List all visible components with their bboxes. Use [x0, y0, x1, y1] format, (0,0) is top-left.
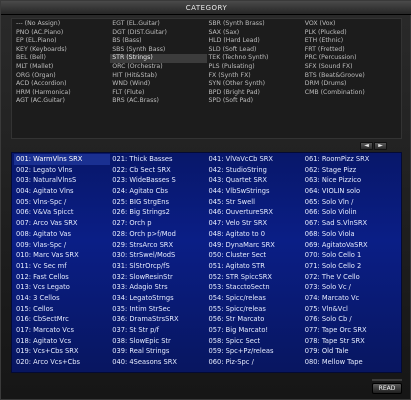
voice-list-item[interactable]: 021: Thick Basses: [112, 155, 173, 163]
category-item[interactable]: AGT (AC.Guitar): [16, 97, 65, 105]
category-item[interactable]: FX (Synth FX): [208, 71, 251, 79]
voice-list-item[interactable]: 024: Agitato Cbs: [112, 187, 169, 196]
category-empty-slot: [110, 115, 206, 124]
voice-list-item[interactable]: 066: Solo Violin: [304, 208, 357, 217]
voice-list-item[interactable]: 038: SlowEpic Str: [112, 336, 171, 345]
voice-list-item[interactable]: 031: SlStrOrcp/fS: [112, 261, 170, 270]
category-item[interactable]: BPD (Bright Pad): [208, 88, 260, 96]
category-item[interactable]: SPD (Soft Pad): [208, 97, 254, 105]
voice-list-item[interactable]: 056: Str Marcato: [208, 315, 265, 324]
voice-list-item[interactable]: 045: Str Swell: [208, 197, 255, 206]
voice-list-item[interactable]: 036: DramaStrsSRX: [112, 315, 179, 324]
category-item[interactable]: PLS (Pulsating): [208, 62, 255, 70]
voice-list: [12, 153, 401, 369]
page-nav: [11, 142, 402, 151]
voice-list-item[interactable]: 048: Agitato to 0: [208, 229, 265, 238]
voice-list-item[interactable]: 065: Solo Vln /: [304, 197, 354, 206]
voice-list-item[interactable]: 062: Stage Pizz: [304, 165, 357, 174]
voice-list-item[interactable]: 019: Vcs+Cbs SRX: [16, 347, 79, 356]
voice-list-item[interactable]: 040: 4Seasons SRX: [112, 358, 178, 367]
category-item[interactable]: BRS (AC.Brass): [112, 97, 159, 105]
voice-list-item[interactable]: 006: V&Va Spicct: [16, 208, 74, 217]
category-item[interactable]: SYN (Other Synth): [208, 80, 266, 88]
category-item[interactable]: SBS (Synth Bass): [112, 45, 166, 53]
voice-list-item[interactable]: 009: Vlas-Spc /: [16, 240, 67, 249]
voice-list-item[interactable]: 060: Piz-Spc /: [208, 358, 254, 367]
category-item[interactable]: SBR (Synth Brass): [208, 20, 265, 27]
voice-list-item[interactable]: 013: Vcs Legato: [16, 283, 70, 292]
category-empty-slot: [207, 115, 303, 124]
voice-list-item[interactable]: 064: VIOLIN solo: [304, 187, 361, 196]
category-empty-slot: [110, 106, 206, 115]
voice-list-item[interactable]: 001: WarmVlns SRX: [14, 154, 110, 165]
category-item[interactable]: SFX (Sound FX): [304, 62, 353, 70]
voice-list-item[interactable]: 078: Tape Str SRX: [304, 336, 365, 345]
voice-list-item[interactable]: 047: Velo Str SRX: [208, 219, 268, 228]
voice-list-item[interactable]: 071: Solo Cello 2: [304, 261, 362, 270]
category-empty-slot: [207, 132, 303, 141]
voice-list-item[interactable]: 044: VlbSwStrings: [208, 187, 270, 196]
voice-list-item[interactable]: 035: Intim StrSec: [112, 304, 171, 313]
category-empty-slot: [14, 123, 110, 132]
category-item[interactable]: EGT (EL.Guitar): [112, 20, 160, 27]
category-empty-slot: [207, 106, 303, 115]
category-item[interactable]: DRM (Drums): [304, 80, 347, 88]
category-empty-slot: [303, 132, 399, 141]
category-item[interactable]: --- (No Assign): [16, 20, 61, 27]
category-panel: [11, 18, 402, 139]
voice-list-item[interactable]: 004: Agitato Vlns: [16, 187, 74, 196]
voice-list-item[interactable]: 014: 3 Cellos: [16, 293, 60, 302]
voice-list-panel: [11, 152, 402, 373]
voice-list-item[interactable]: 055: Spicc/releas: [208, 304, 266, 313]
voice-list-item[interactable]: 052: STR SpiccSRX: [208, 272, 272, 281]
voice-list-item[interactable]: 008: Agitato Vas: [16, 229, 72, 238]
voice-list-item[interactable]: 016: CbSectMrc: [16, 315, 69, 324]
category-item[interactable]: CMB (Combination): [304, 88, 365, 96]
voice-list-item[interactable]: 079: Old Tale: [304, 347, 349, 356]
voice-list-item[interactable]: 029: StrsArco SRX: [112, 240, 174, 249]
voice-list-item[interactable]: 050: Cluster Sect: [208, 251, 267, 260]
voice-list-item[interactable]: 010: Marc Vas SRX: [16, 251, 79, 260]
category-empty-slot: [110, 123, 206, 132]
category-item[interactable]: DGT (DIST.Guitar): [112, 28, 167, 36]
category-item[interactable]: VOX (Vox): [304, 20, 336, 27]
voice-list-item[interactable]: 042: StudioString: [208, 165, 267, 174]
voice-list-item[interactable]: 049: DynaMarc SRX: [208, 240, 275, 249]
category-empty-slot: [14, 132, 110, 141]
voice-list-item[interactable]: 051: Agitato STR: [208, 261, 265, 270]
category-item[interactable]: PLK (Plucked): [304, 28, 347, 36]
category-item[interactable]: ORC (Orchestra): [112, 62, 163, 70]
voice-list-item[interactable]: 037: St Str p/f: [112, 326, 159, 334]
category-item[interactable]: HIT (Hit&Stab): [112, 71, 157, 79]
voice-list-item[interactable]: 020: Arco Vcs+Cbs: [16, 358, 80, 367]
category-item[interactable]: BTS (Beat&Groove): [304, 71, 365, 79]
voice-list-item[interactable]: 058: Spicc Sect: [208, 336, 261, 345]
voice-list-item[interactable]: 059: Spc+Pz/releas: [208, 347, 274, 356]
voice-list-item[interactable]: 076: Solo Cb /: [304, 315, 352, 324]
category-item[interactable]: BEL (Bell): [16, 54, 46, 62]
voice-list-item[interactable]: 039: Real Strings: [112, 347, 170, 356]
voice-list-item[interactable]: 026: Big Strings2: [112, 208, 170, 217]
category-item[interactable]: PNO (AC.Piano): [16, 28, 64, 36]
voice-list-item[interactable]: 074: Marcato Vc: [304, 293, 360, 302]
voice-list-item[interactable]: 022: Cb Sect SRX: [112, 165, 171, 174]
read-button[interactable]: READ: [372, 383, 402, 394]
voice-list-item[interactable]: 075: Vln&Vcl: [304, 304, 348, 313]
voice-list-item[interactable]: 041: VlVaVcCb SRX: [208, 155, 273, 163]
category-item[interactable]: FRT (Fretted): [304, 45, 345, 53]
category-item[interactable]: PRC (Percussion): [304, 54, 357, 62]
voice-list-item[interactable]: 077: Tape Orc SRX: [304, 326, 367, 334]
category-empty-slot: [303, 123, 399, 132]
voice-list-item[interactable]: 033: Adagio Strs: [112, 283, 168, 292]
voice-list-item[interactable]: 015: Cellos: [16, 304, 54, 313]
voice-list-item[interactable]: 027: Orch p: [112, 219, 152, 228]
category-empty-slot: [14, 106, 110, 115]
category-item[interactable]: TEK (Techno Synth): [208, 54, 269, 62]
category-item[interactable]: MLT (Mallet): [16, 62, 54, 70]
next-page-button[interactable]: ►: [374, 142, 387, 150]
voice-list-item[interactable]: 007: Arco Vas SRX: [16, 219, 78, 228]
category-item[interactable]: SLD (Soft Lead): [208, 45, 257, 53]
category-item[interactable]: ACD (Accordion): [16, 80, 67, 88]
voice-list-item[interactable]: 046: OuvertureSRX: [208, 208, 274, 217]
voice-list-item[interactable]: 057: Big Marcato!: [208, 326, 269, 334]
voice-list-item[interactable]: 061: RoomPizz SRX: [304, 155, 370, 163]
voice-list-item[interactable]: 067: Sad S.VlnSRX: [304, 219, 368, 228]
voice-list-item[interactable]: 053: StacctoSectn: [208, 283, 270, 292]
voice-list-item[interactable]: 034: LegatoStrngs: [112, 293, 174, 302]
category-empty-slot: [303, 97, 399, 106]
prev-page-button[interactable]: ◄: [360, 142, 373, 150]
category-empty-slot: [303, 106, 399, 115]
voice-list-item[interactable]: 005: Vlns-Spc /: [16, 197, 67, 206]
voice-list-item[interactable]: 002: Legato Vlns: [16, 165, 73, 174]
voice-list-item[interactable]: 080: Mellow Tape: [304, 358, 363, 367]
category-item[interactable]: SAX (Sax): [208, 28, 240, 36]
category-grid: [12, 19, 401, 141]
category-item[interactable]: BS (Bass): [112, 37, 142, 45]
voice-list-item[interactable]: 011: Vc Sec mf: [16, 261, 67, 270]
voice-list-item[interactable]: 017: Marcato Vcs: [16, 326, 74, 334]
voice-list-item[interactable]: 043: Quartet SRX: [208, 176, 267, 185]
category-item[interactable]: HLD (Hard Lead): [208, 37, 260, 45]
voice-list-item[interactable]: 072: The V Cello: [304, 272, 360, 281]
voice-list-item[interactable]: 054: Spicc/releas: [208, 293, 266, 302]
voice-list-item[interactable]: 018: Agitato Vcs: [16, 336, 72, 345]
voice-list-item[interactable]: 023: WideBasses S: [112, 176, 176, 185]
category-empty-slot: [207, 123, 303, 132]
category-item[interactable]: WND (Wind): [112, 80, 151, 88]
category-item[interactable]: KEY (Keyboards): [16, 45, 67, 53]
read-indicator: [372, 379, 402, 381]
voice-list-item[interactable]: 012: Fast Cellos: [16, 272, 69, 281]
category-item[interactable]: EP (EL.Piano): [16, 37, 57, 45]
voice-list-item[interactable]: 068: Solo Viola: [304, 229, 355, 238]
category-empty-slot: [14, 115, 110, 124]
category-item[interactable]: STR (Strings): [110, 54, 206, 63]
category-item[interactable]: FLT (Flute): [112, 88, 145, 96]
voice-list-item[interactable]: 030: StrSwel/ModS: [112, 251, 176, 260]
voice-list-item[interactable]: 069: AgitatoVaSRX: [304, 240, 368, 249]
category-item[interactable]: ORG (Organ): [16, 71, 56, 79]
voice-list-item[interactable]: 070: Solo Cello 1: [304, 251, 362, 260]
voice-list-item[interactable]: 032: SlowResinStr: [112, 272, 173, 281]
voice-list-item[interactable]: 003: NaturalVlnsS: [16, 176, 77, 185]
voice-list-item[interactable]: 073: Solo Vc /: [304, 283, 351, 292]
category-empty-slot: [110, 132, 206, 141]
voice-list-item[interactable]: 063: Nice Pizzico: [304, 176, 362, 185]
window-title: CATEGORY: [1, 1, 411, 15]
category-item[interactable]: HRM (Harmonica): [16, 88, 71, 96]
voice-list-item[interactable]: 028: Orch p>f/Mod: [112, 229, 176, 238]
category-item[interactable]: ETH (Ethnic): [304, 37, 344, 45]
voice-list-item[interactable]: 025: BIG StrgEns: [112, 197, 169, 206]
category-empty-slot: [303, 115, 399, 124]
